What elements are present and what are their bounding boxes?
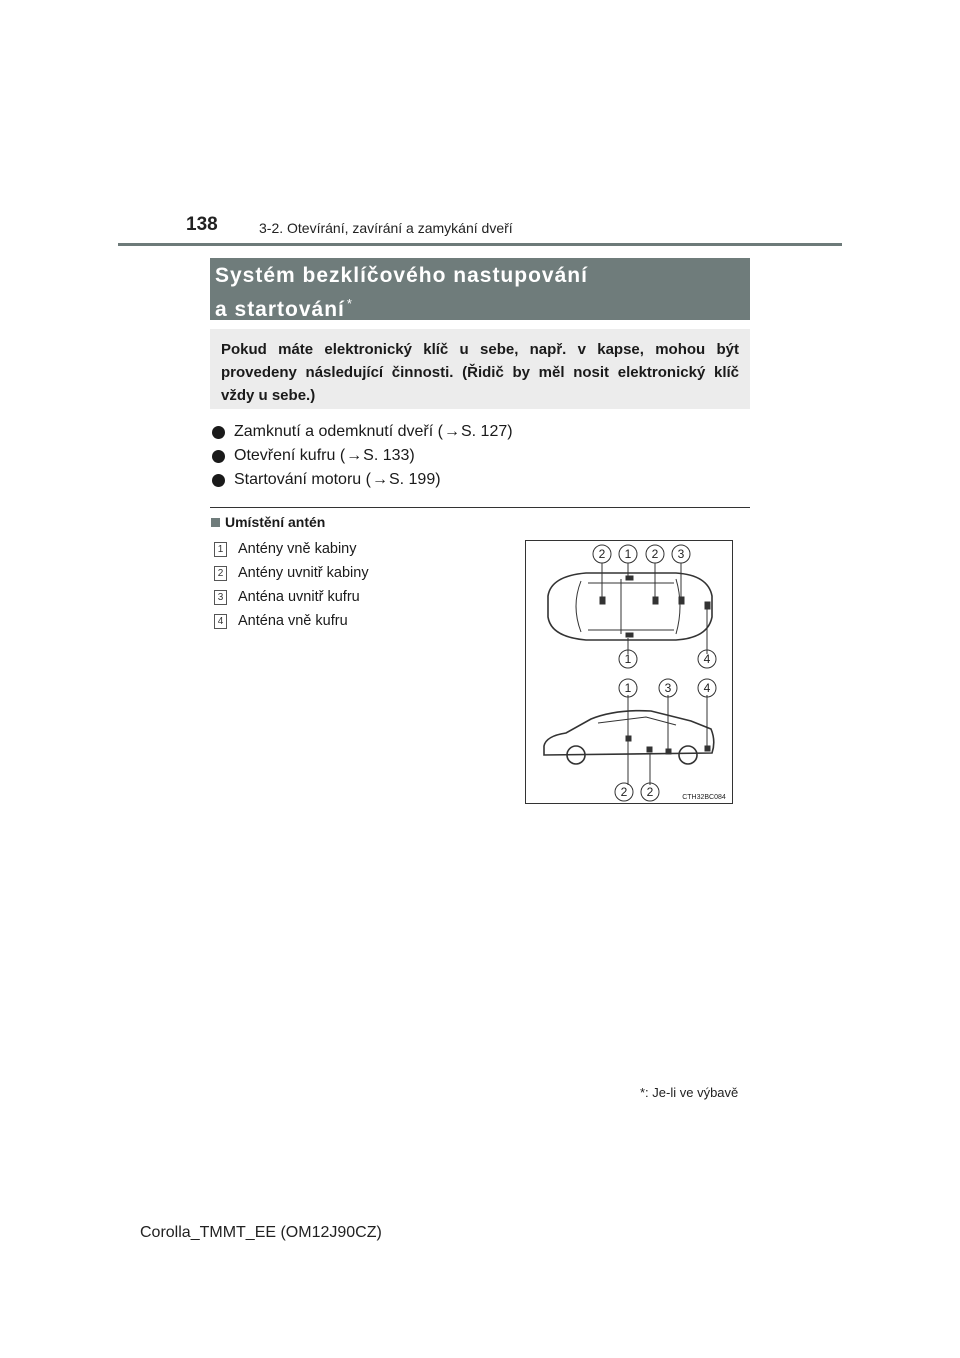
legend-text: Anténa vně kufru [238,613,348,629]
footer-model-code: Corolla_TMMT_EE (OM12J90CZ) [140,1224,382,1241]
callout-label: 2 [598,547,606,561]
intro-box [210,329,750,409]
legend-number: 4 [214,614,227,629]
list-item-text: Otevření kufru ( [234,447,346,464]
legend-item [214,585,369,609]
callout-label: 2 [646,785,654,799]
car-side-view [544,711,714,764]
list-item-text: Zamknutí a odemknutí dveří ( [234,423,443,440]
header-divider [118,243,842,246]
list-item [212,444,513,468]
square-bullet-icon [211,518,220,527]
callout-label: 3 [664,681,672,695]
callout-label: 4 [703,652,711,666]
legend-item [214,537,369,561]
callout-label: 1 [624,681,632,695]
page-reference-link[interactable]: S. 133) [363,447,415,464]
section-divider [210,507,750,508]
chapter-title: 3-2. Otevírání, zavírání a zamykání dveří [259,220,513,236]
section-title-line2-wrap [215,290,588,324]
callout-label: 1 [624,652,632,666]
bullet-icon [212,426,225,439]
intro-text: Pokud máte elektronický klíč u sebe, např. v kapse, mohou být provedeny následující činnosti. (Řidič by měl nosit elektronický klíč vždy u sebe.) [221,341,739,404]
legend-number: 3 [214,590,227,605]
antenna-legend [214,537,369,633]
section-title-line1: Systém bezklíčového nastupování [215,264,588,287]
footnote: *: Je-li ve výbavě [640,1085,739,1100]
legend-item [214,609,369,633]
bullet-icon [212,450,225,463]
arrow-icon: → [346,447,363,464]
arrow-icon: → [371,471,388,488]
optional-mark: * [346,296,353,311]
car-top-view [548,573,712,640]
subsection-heading-text: Umístění antén [225,514,326,530]
section-title-band [210,258,750,320]
callout-label: 2 [620,785,628,799]
list-item [212,420,513,444]
callout-label: 3 [677,547,685,561]
legend-text: Anténa uvnitř kufru [238,589,360,605]
feature-list [212,420,513,492]
list-item-text: Startování motoru ( [234,471,371,488]
callout-label: 4 [703,681,711,695]
section-title [215,262,588,324]
arrow-icon: → [443,423,460,440]
diagram-code: CTH32BC084 [682,794,726,801]
section-title-line2: a startování [215,298,345,321]
page-reference-link[interactable]: S. 127) [460,423,513,440]
antenna-location-diagram [525,540,733,804]
legend-item [214,561,369,585]
subsection-heading [211,514,325,530]
legend-text: Antény vně kabiny [238,541,357,557]
callout-label: 1 [624,547,632,561]
page-reference-link[interactable]: S. 199) [388,471,441,488]
bullet-icon [212,474,225,487]
legend-number: 1 [214,542,227,557]
page-number: 138 [186,214,218,235]
legend-number: 2 [214,566,227,581]
legend-text: Antény uvnitř kabiny [238,565,369,581]
car-diagram-svg [526,541,732,803]
callout-label: 2 [651,547,659,561]
list-item [212,468,513,492]
